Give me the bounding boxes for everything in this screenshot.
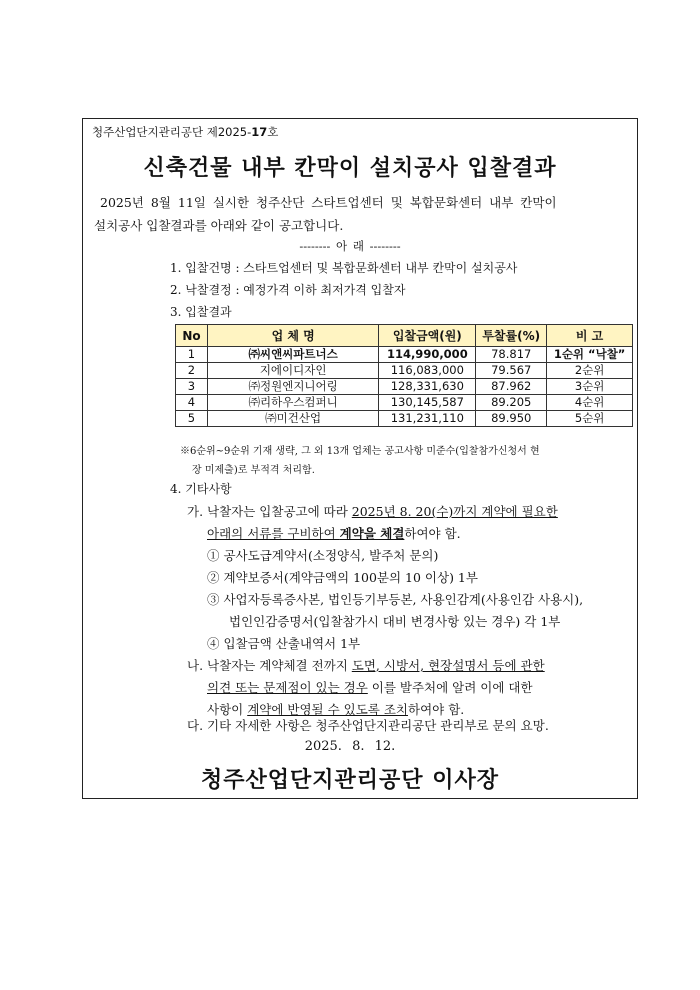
ga-sub-1: ① 공사도급계약서(소정양식, 발주처 문의) (207, 548, 439, 563)
page-title: 신축건물 내부 칸막이 설치공사 입찰결과 (143, 156, 557, 181)
header-amount: 입찰금액(원) (379, 325, 476, 347)
ga-sub-3a: ③ 사업자등록증사본, 법인등기부등본, 사용인감계(사용인감 사용시), (207, 592, 584, 607)
item-award-method: 2. 낙찰결정 : 예정가격 이하 최저가격 입찰자 (170, 283, 406, 297)
item-result-heading: 3. 입찰결과 (170, 305, 232, 319)
table-row: 4 ㈜리하우스컴퍼니 130,145,587 89.205 4순위 (176, 395, 633, 411)
na-line-3: 사항이 계약에 반영될 수 있도록 조치하여야 함. (207, 702, 465, 717)
intro-line-1: 2025년 8월 11일 실시한 청주산단 스타트업센터 및 복합문화센터 내부 칸막이 (100, 195, 557, 210)
ga-sub-2: ② 계약보증서(계약금액의 100분의 10 이상) 1부 (207, 570, 478, 585)
table-row: 5 ㈜미건산업 131,231,110 89.950 5순위 (176, 411, 633, 427)
header-no: No (176, 325, 208, 347)
ga-line-2: 아래의 서류를 구비하여 계약을 체결하여야 함. (207, 526, 461, 541)
header-rate: 투찰률(%) (476, 325, 547, 347)
header-company: 업 체 명 (207, 325, 378, 347)
note-line-1: ※6순위~9순위 기재 생략, 그 외 13개 업체는 공고사항 미준수(입찰참가신청서 현 (180, 446, 540, 457)
table-row: 2 지에이디자인 116,083,000 79.567 2순위 (176, 363, 633, 379)
header-remark: 비 고 (547, 325, 633, 347)
bid-result-table (175, 324, 633, 427)
ga-sub-3b: 법인인감증명서(입찰참가시 대비 변경사항 있는 경우) 각 1부 (229, 614, 561, 629)
section-divider: -------- 아 래 -------- (299, 239, 401, 253)
intro-line-2: 설치공사 입찰결과를 아래와 같이 공고합니다. (94, 218, 344, 233)
item-other: 4. 기타사항 (170, 482, 232, 496)
na-line-2: 의견 또는 문제점이 있는 경우 이를 발주처에 알려 이에 대한 (207, 680, 533, 695)
item-bid-name: 1. 입찰건명 : 스타트업센터 및 복합문화센터 내부 칸막이 설치공사 (170, 261, 518, 275)
signature: 청주산업단지관리공단 이사장 (201, 768, 499, 793)
note-line-2: 장 미제출)로 부적격 처리함. (192, 465, 315, 476)
ga-sub-4: ④ 입찰금액 산출내역서 1부 (207, 636, 361, 651)
ga-line-1: 가. 낙찰자는 입찰공고에 따라 2025년 8. 20(수)까지 계약에 필요한 (187, 504, 558, 519)
table-row: 3 ㈜정원엔지니어링 128,331,630 87.962 3순위 (176, 379, 633, 395)
table-header-row (176, 325, 633, 347)
doc-number: 청주산업단지관리공단 제2025-17호 (92, 125, 279, 139)
na-line-1: 나. 낙찰자는 계약체결 전까지 도면, 시방서, 현장설명서 등에 관한 (187, 658, 545, 673)
da-line: 다. 기타 자세한 사항은 청주산업단지관리공단 관리부로 문의 요망. (187, 718, 549, 733)
table-row: 1 ㈜씨앤씨파트너스 114,990,000 78.817 1순위 “낙찰” (176, 347, 633, 363)
notice-date: 2025. 8. 12. (304, 739, 396, 754)
